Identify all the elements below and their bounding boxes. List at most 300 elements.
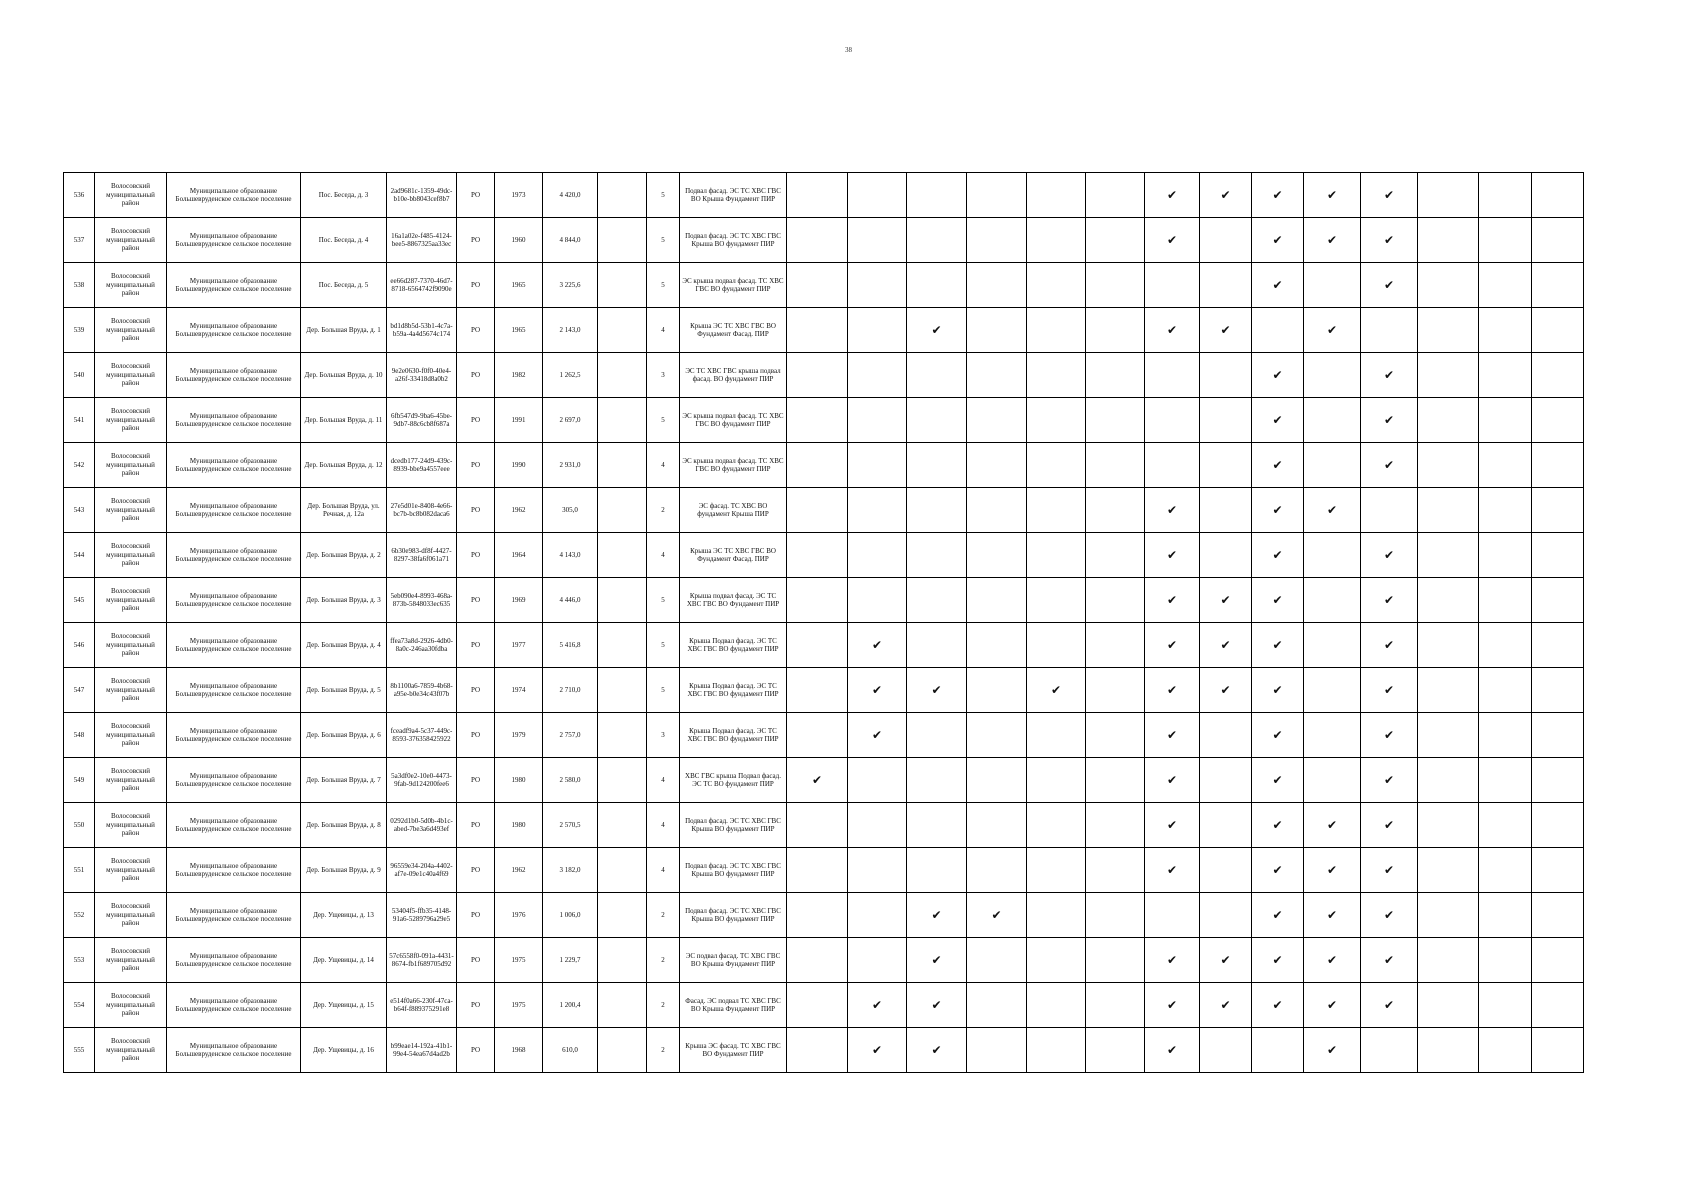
work-check-cell (1304, 938, 1361, 983)
work-check-cell (1200, 173, 1252, 218)
works-list-cell: ЭС фасад. ТС ХВС ВО фундамент Крыша ПИР (680, 488, 787, 533)
address-cell: Дер. Большая Вруда, д. 4 (301, 623, 387, 668)
district-cell: Волосовский муниципальный район (95, 533, 167, 578)
area-cell: 4 446,0 (543, 578, 598, 623)
house-code-cell: 5eb090e4-8993-468a-873b-5848033ec635 (387, 578, 457, 623)
work-check-cell (1086, 443, 1145, 488)
work-check-cell (1532, 668, 1584, 713)
work-check-cell (1532, 848, 1584, 893)
work-check-cell (1532, 173, 1584, 218)
empty-cell (598, 263, 647, 308)
area-cell: 4 143,0 (543, 533, 598, 578)
work-check-cell (787, 983, 848, 1028)
empty-cell (598, 758, 647, 803)
works-list-cell: Крыша Подвал фасад. ЭС ТС ХВС ГВС ВО фундамент ПИР (680, 623, 787, 668)
works-list-cell: Подвал фасад. ЭС ТС ХВС ГВС Крыша ВО фундамент ПИР (680, 893, 787, 938)
municipality-cell: Муниципальное образование Большевруденское сельское поселение (167, 938, 301, 983)
work-check-cell (1252, 353, 1304, 398)
build-year-cell: 1962 (495, 488, 543, 533)
area-cell: 2 931,0 (543, 443, 598, 488)
work-check-cell (1027, 983, 1086, 1028)
floors-cell: 2 (647, 983, 680, 1028)
work-check-cell (1304, 803, 1361, 848)
checkmark-icon: ✔ (931, 322, 942, 337)
work-check-cell (1479, 578, 1532, 623)
work-check-cell (1252, 938, 1304, 983)
work-check-cell (1027, 218, 1086, 263)
house-code-cell: 6fb547d9-9ba6-45be-9db7-88c6cb8f687a (387, 398, 457, 443)
address-cell: Дер. Большая Вруда, д. 11 (301, 398, 387, 443)
works-list-cell: Крыша ЭС фасад. ТС ХВС ГВС ВО Фундамент ПИР (680, 1028, 787, 1073)
work-check-cell (1479, 983, 1532, 1028)
district-cell: Волосовский муниципальный район (95, 668, 167, 713)
checkmark-icon: ✔ (1272, 502, 1283, 517)
checkmark-icon: ✔ (1166, 592, 1178, 607)
area-cell: 2 570,5 (543, 803, 598, 848)
checkmark-icon: ✔ (1272, 772, 1283, 787)
checkmark-icon: ✔ (1383, 412, 1395, 427)
work-check-cell (967, 983, 1027, 1028)
work-check-cell (787, 398, 848, 443)
work-check-cell (1200, 398, 1252, 443)
work-check-cell (907, 1028, 967, 1073)
work-check-cell (967, 173, 1027, 218)
checkmark-icon: ✔ (1272, 907, 1283, 922)
row-number: 537 (64, 218, 95, 263)
area-cell: 2 710,0 (543, 668, 598, 713)
work-check-cell (1304, 578, 1361, 623)
work-check-cell (1252, 623, 1304, 668)
fund-type-cell: РО (457, 938, 495, 983)
area-cell: 1 262,5 (543, 353, 598, 398)
house-code-cell: 16a1a02e-f485-4124-bee5-8867325aa33ec (387, 218, 457, 263)
empty-cell (598, 803, 647, 848)
build-year-cell: 1965 (495, 308, 543, 353)
empty-cell (598, 893, 647, 938)
work-check-cell (1418, 578, 1479, 623)
work-check-cell (1304, 623, 1361, 668)
fund-type-cell: РО (457, 398, 495, 443)
work-check-cell (1086, 218, 1145, 263)
district-cell: Волосовский муниципальный район (95, 713, 167, 758)
work-check-cell (967, 263, 1027, 308)
work-check-cell (1252, 668, 1304, 713)
work-check-cell (1086, 173, 1145, 218)
work-check-cell (1027, 623, 1086, 668)
work-check-cell (1361, 758, 1418, 803)
work-check-cell (1418, 848, 1479, 893)
municipality-cell: Муниципальное образование Большевруденское сельское поселение (167, 848, 301, 893)
floors-cell: 5 (647, 398, 680, 443)
empty-cell (598, 1028, 647, 1073)
area-cell: 1 006,0 (543, 893, 598, 938)
municipality-cell: Муниципальное образование Большевруденское сельское поселение (167, 533, 301, 578)
empty-cell (598, 623, 647, 668)
work-check-cell (1027, 713, 1086, 758)
work-check-cell (848, 1028, 907, 1073)
work-check-cell (787, 668, 848, 713)
work-check-cell (1479, 263, 1532, 308)
work-check-cell (1252, 263, 1304, 308)
municipality-cell: Муниципальное образование Большевруденское сельское поселение (167, 578, 301, 623)
house-code-cell: 6b30e983-df8f-4427-8297-38fa6f061a71 (387, 533, 457, 578)
house-code-cell: 8b1100a6-7859-4b68-a95e-b0e34c43f07b (387, 668, 457, 713)
district-cell: Волосовский муниципальный район (95, 488, 167, 533)
house-code-cell: ffea73a8d-2926-4db0-8a0c-246aa30fdba (387, 623, 457, 668)
work-check-cell (1304, 488, 1361, 533)
work-check-cell (1418, 1028, 1479, 1073)
work-check-cell (907, 353, 967, 398)
floors-cell: 4 (647, 758, 680, 803)
work-check-cell (1418, 263, 1479, 308)
work-check-cell (967, 353, 1027, 398)
floors-cell: 5 (647, 623, 680, 668)
work-check-cell (1027, 938, 1086, 983)
area-cell: 610,0 (543, 1028, 598, 1073)
empty-cell (598, 398, 647, 443)
work-check-cell (1361, 173, 1418, 218)
work-check-cell (1027, 758, 1086, 803)
address-cell: Дер. Большая Вруда, д. 7 (301, 758, 387, 803)
work-check-cell (907, 173, 967, 218)
empty-cell (598, 173, 647, 218)
checkmark-icon: ✔ (1220, 952, 1231, 967)
checkmark-icon: ✔ (1383, 997, 1395, 1012)
municipality-cell: Муниципальное образование Большевруденское сельское поселение (167, 893, 301, 938)
district-cell: Волосовский муниципальный район (95, 578, 167, 623)
row-number: 536 (64, 173, 95, 218)
work-check-cell (1027, 488, 1086, 533)
work-check-cell (1532, 533, 1584, 578)
area-cell: 2 143,0 (543, 308, 598, 353)
work-check-cell (1532, 983, 1584, 1028)
floors-cell: 4 (647, 848, 680, 893)
work-check-cell (1304, 398, 1361, 443)
checkmark-icon: ✔ (1383, 682, 1395, 697)
work-check-cell (1200, 263, 1252, 308)
table-row (64, 218, 1584, 263)
house-code-cell: dcedb177-24d9-439c-8939-bbe9a4557eee (387, 443, 457, 488)
municipality-cell: Муниципальное образование Большевруденское сельское поселение (167, 623, 301, 668)
address-cell: Дер. Большая Вруда, д. 2 (301, 533, 387, 578)
build-year-cell: 1975 (495, 938, 543, 983)
fund-type-cell: РО (457, 173, 495, 218)
work-check-cell (787, 353, 848, 398)
district-cell: Волосовский муниципальный район (95, 758, 167, 803)
district-cell: Волосовский муниципальный район (95, 398, 167, 443)
work-check-cell (1418, 353, 1479, 398)
work-check-cell (1145, 398, 1200, 443)
work-check-cell (1145, 488, 1200, 533)
work-check-cell (1200, 668, 1252, 713)
area-cell: 3 225,6 (543, 263, 598, 308)
fund-type-cell: РО (457, 668, 495, 713)
floors-cell: 4 (647, 533, 680, 578)
work-check-cell (848, 398, 907, 443)
work-check-cell (787, 803, 848, 848)
table-row (64, 848, 1584, 893)
checkmark-icon: ✔ (1220, 637, 1231, 652)
work-check-cell (1361, 443, 1418, 488)
checkmark-icon: ✔ (1166, 682, 1178, 697)
work-check-cell (967, 668, 1027, 713)
works-list-cell: Подвал фасад. ЭС ТС ХВС ГВС Крыша ВО фундамент ПИР (680, 848, 787, 893)
work-check-cell (1145, 218, 1200, 263)
work-check-cell (848, 578, 907, 623)
checkmark-icon: ✔ (1383, 907, 1395, 922)
empty-cell (598, 983, 647, 1028)
municipality-cell: Муниципальное образование Большевруденское сельское поселение (167, 308, 301, 353)
work-check-cell (1361, 488, 1418, 533)
work-check-cell (1361, 308, 1418, 353)
work-check-cell (1418, 893, 1479, 938)
build-year-cell: 1962 (495, 848, 543, 893)
house-code-cell: e514f0a66-230f-47ca-b64f-f889375291e8 (387, 983, 457, 1028)
work-check-cell (848, 938, 907, 983)
work-check-cell (967, 533, 1027, 578)
empty-cell (598, 443, 647, 488)
work-check-cell (1252, 1028, 1304, 1073)
floors-cell: 3 (647, 713, 680, 758)
work-check-cell (848, 443, 907, 488)
checkmark-icon: ✔ (1166, 952, 1178, 967)
work-check-cell (1200, 533, 1252, 578)
fund-type-cell: РО (457, 893, 495, 938)
work-check-cell (787, 263, 848, 308)
checkmark-icon: ✔ (1383, 277, 1395, 292)
checkmark-icon: ✔ (1383, 862, 1395, 877)
work-check-cell (1361, 533, 1418, 578)
works-list-cell: ЭС подвал фасад. ТС ХВС ГВС ВО Крыша Фундамент ПИР (680, 938, 787, 983)
area-cell: 305,0 (543, 488, 598, 533)
floors-cell: 5 (647, 668, 680, 713)
house-code-cell: 96559e34-204a-4402-af7e-09e1c40a4f69 (387, 848, 457, 893)
district-cell: Волосовский муниципальный район (95, 938, 167, 983)
address-cell: Дер. Большая Вруда, д. 12 (301, 443, 387, 488)
work-check-cell (787, 1028, 848, 1073)
housing-registry-table (63, 172, 1584, 1073)
fund-type-cell: РО (457, 488, 495, 533)
address-cell: Дер. Большая Вруда, д. 6 (301, 713, 387, 758)
checkmark-icon: ✔ (1272, 727, 1283, 742)
build-year-cell: 1982 (495, 353, 543, 398)
work-check-cell (1086, 758, 1145, 803)
house-code-cell: fceadf9a4-5c37-449c-8593-376358425922 (387, 713, 457, 758)
address-cell: Пос. Беседа, д. 3 (301, 173, 387, 218)
house-code-cell: ee66d287-7370-46d7-8718-6564742f9090e (387, 263, 457, 308)
district-cell: Волосовский муниципальный район (95, 173, 167, 218)
work-check-cell (848, 533, 907, 578)
row-number: 538 (64, 263, 95, 308)
work-check-cell (1252, 443, 1304, 488)
table-row (64, 533, 1584, 578)
work-check-cell (848, 893, 907, 938)
work-check-cell (1086, 353, 1145, 398)
row-number: 542 (64, 443, 95, 488)
fund-type-cell: РО (457, 308, 495, 353)
work-check-cell (1200, 443, 1252, 488)
works-list-cell: Крыша Подвал фасад. ЭС ТС ХВС ГВС ВО фундамент ПИР (680, 668, 787, 713)
page-number: 38 (845, 46, 852, 54)
checkmark-icon: ✔ (1383, 457, 1395, 472)
row-number: 540 (64, 353, 95, 398)
work-check-cell (1532, 1028, 1584, 1073)
work-check-cell (1086, 803, 1145, 848)
work-check-cell (967, 1028, 1027, 1073)
work-check-cell (1361, 668, 1418, 713)
work-check-cell (1027, 1028, 1086, 1073)
work-check-cell (787, 623, 848, 668)
work-check-cell (1145, 713, 1200, 758)
work-check-cell (1086, 623, 1145, 668)
work-check-cell (1086, 263, 1145, 308)
work-check-cell (1027, 263, 1086, 308)
work-check-cell (1418, 443, 1479, 488)
work-check-cell (848, 263, 907, 308)
work-check-cell (1200, 938, 1252, 983)
work-check-cell (1304, 893, 1361, 938)
work-check-cell (1145, 443, 1200, 488)
work-check-cell (787, 488, 848, 533)
build-year-cell: 1990 (495, 443, 543, 488)
municipality-cell: Муниципальное образование Большевруденское сельское поселение (167, 218, 301, 263)
work-check-cell (967, 848, 1027, 893)
checkmark-icon: ✔ (1326, 862, 1338, 877)
build-year-cell: 1960 (495, 218, 543, 263)
address-cell: Дер. Ущевицы, д. 15 (301, 983, 387, 1028)
floors-cell: 4 (647, 443, 680, 488)
work-check-cell (1086, 533, 1145, 578)
row-number: 554 (64, 983, 95, 1028)
checkmark-icon: ✔ (811, 772, 823, 787)
work-check-cell (1532, 623, 1584, 668)
empty-cell (598, 533, 647, 578)
row-number: 547 (64, 668, 95, 713)
area-cell: 4 420,0 (543, 173, 598, 218)
work-check-cell (1086, 713, 1145, 758)
work-check-cell (1304, 173, 1361, 218)
checkmark-icon: ✔ (1050, 682, 1062, 697)
work-check-cell (907, 443, 967, 488)
checkmark-icon: ✔ (871, 637, 883, 652)
build-year-cell: 1976 (495, 893, 543, 938)
work-check-cell (1200, 308, 1252, 353)
work-check-cell (1145, 803, 1200, 848)
row-number: 550 (64, 803, 95, 848)
work-check-cell (967, 443, 1027, 488)
floors-cell: 3 (647, 353, 680, 398)
checkmark-icon: ✔ (1220, 997, 1231, 1012)
table-row (64, 263, 1584, 308)
work-check-cell (907, 578, 967, 623)
district-cell: Волосовский муниципальный район (95, 803, 167, 848)
work-check-cell (1479, 758, 1532, 803)
checkmark-icon: ✔ (1326, 232, 1338, 247)
address-cell: Дер. Большая Вруда, д. 5 (301, 668, 387, 713)
checkmark-icon: ✔ (931, 997, 942, 1012)
work-check-cell (1027, 443, 1086, 488)
work-check-cell (967, 308, 1027, 353)
build-year-cell: 1991 (495, 398, 543, 443)
works-list-cell: ЭС крыша подвал фасад. ТС ХВС ГВС ВО фундамент ПИР (680, 398, 787, 443)
area-cell: 1 200,4 (543, 983, 598, 1028)
address-cell: Дер. Большая Вруда, д. 8 (301, 803, 387, 848)
checkmark-icon: ✔ (991, 907, 1002, 922)
area-cell: 3 182,0 (543, 848, 598, 893)
floors-cell: 2 (647, 893, 680, 938)
work-check-cell (1145, 533, 1200, 578)
work-check-cell (1200, 758, 1252, 803)
work-check-cell (907, 218, 967, 263)
house-code-cell: bd1d8b5d-53b1-4c7a-b59a-4a4d5674c174 (387, 308, 457, 353)
work-check-cell (1304, 1028, 1361, 1073)
work-check-cell (1532, 758, 1584, 803)
fund-type-cell: РО (457, 983, 495, 1028)
work-check-cell (1086, 488, 1145, 533)
floors-cell: 5 (647, 218, 680, 263)
work-check-cell (787, 938, 848, 983)
checkmark-icon: ✔ (1383, 547, 1395, 562)
work-check-cell (907, 983, 967, 1028)
table-row (64, 803, 1584, 848)
checkmark-icon: ✔ (1272, 457, 1283, 472)
work-check-cell (1086, 398, 1145, 443)
checkmark-icon: ✔ (871, 727, 883, 742)
work-check-cell (1086, 308, 1145, 353)
checkmark-icon: ✔ (1272, 187, 1283, 202)
work-check-cell (1418, 398, 1479, 443)
work-check-cell (967, 218, 1027, 263)
checkmark-icon: ✔ (1272, 547, 1283, 562)
district-cell: Волосовский муниципальный район (95, 848, 167, 893)
work-check-cell (1145, 623, 1200, 668)
work-check-cell (848, 758, 907, 803)
area-cell: 2 697,0 (543, 398, 598, 443)
checkmark-icon: ✔ (1166, 232, 1178, 247)
work-check-cell (1145, 983, 1200, 1028)
work-check-cell (1086, 578, 1145, 623)
work-check-cell (1479, 893, 1532, 938)
work-check-cell (1361, 623, 1418, 668)
work-check-cell (1145, 308, 1200, 353)
empty-cell (598, 713, 647, 758)
checkmark-icon: ✔ (1383, 232, 1395, 247)
work-check-cell (967, 893, 1027, 938)
floors-cell: 2 (647, 1028, 680, 1073)
checkmark-icon: ✔ (1383, 952, 1395, 967)
checkmark-icon: ✔ (1272, 412, 1283, 427)
table-row (64, 1028, 1584, 1073)
work-check-cell (1479, 308, 1532, 353)
work-check-cell (1200, 218, 1252, 263)
municipality-cell: Муниципальное образование Большевруденское сельское поселение (167, 398, 301, 443)
work-check-cell (1304, 263, 1361, 308)
district-cell: Волосовский муниципальный район (95, 1028, 167, 1073)
work-check-cell (1418, 668, 1479, 713)
checkmark-icon: ✔ (1272, 232, 1283, 247)
work-check-cell (1252, 308, 1304, 353)
work-check-cell (1532, 398, 1584, 443)
work-check-cell (907, 308, 967, 353)
work-check-cell (1479, 1028, 1532, 1073)
work-check-cell (1252, 848, 1304, 893)
work-check-cell (1304, 983, 1361, 1028)
house-code-cell: 9e2e0630-f0f0-40e4-a26f-33418d8a0b2 (387, 353, 457, 398)
work-check-cell (1252, 758, 1304, 803)
work-check-cell (1027, 578, 1086, 623)
table-row (64, 938, 1584, 983)
work-check-cell (1532, 803, 1584, 848)
